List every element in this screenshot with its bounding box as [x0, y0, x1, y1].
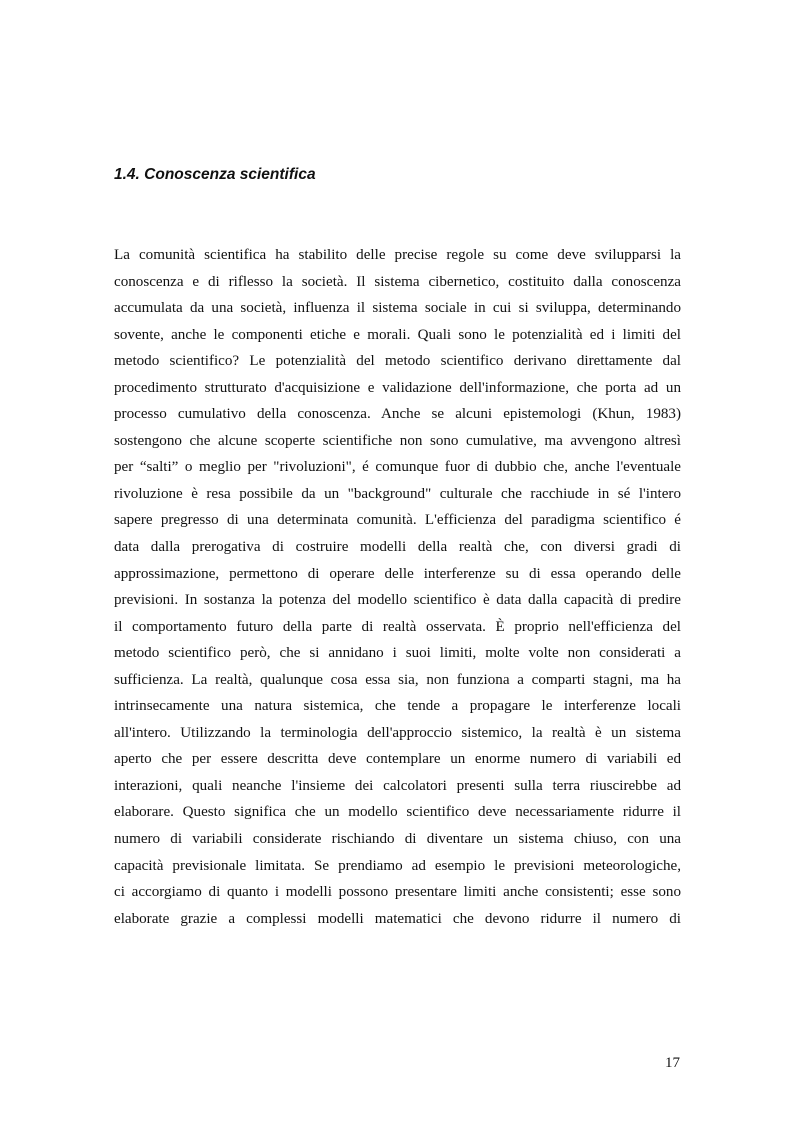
- paragraph-line: processo cumulativo della conoscenza. Anche se alcuni epistemologi (Khun, 1983): [114, 406, 681, 423]
- paragraph-line: interazioni, quali neanche l'insieme dei calcolatori presenti sulla terra riuscirebbe ad: [114, 777, 681, 794]
- paragraph-line: per “salti” o meglio per "rivoluzioni", é comunque fuor di dubbio che, anche l'eventuale: [114, 459, 681, 476]
- paragraph-line: approssimazione, permettono di operare delle interferenze su di essa operando delle: [114, 565, 681, 582]
- paragraph-line: numero di variabili considerate rischiando di diventare un sistema chiuso, con una: [114, 831, 681, 848]
- paragraph-line: il comportamento futuro della parte di realtà osservata. È proprio nell'efficienza del: [114, 618, 681, 635]
- paragraph-line: sufficienza. La realtà, qualunque cosa essa sia, non funziona a comparti stagni, ma ha: [114, 671, 681, 688]
- paragraph-line: sostengono che alcune scoperte scientifiche non sono cumulative, ma avvengono altresì: [114, 432, 681, 449]
- paragraph-line: conoscenza e di riflesso la società. Il sistema cibernetico, costituito dalla conoscenza: [114, 273, 681, 290]
- paragraph-line: accumulata da una società, influenza il sistema sociale in cui si sviluppa, determinando: [114, 300, 681, 317]
- paragraph-line: metodo scientifico però, che si annidano i suoi limiti, molte volte non considerati a: [114, 645, 681, 662]
- body-paragraph: [114, 242, 681, 932]
- paragraph-line: elaborate grazie a complessi modelli matematici che devono ridurre il numero di: [114, 910, 681, 927]
- section-heading: 1.4. Conoscenza scientifica: [114, 166, 316, 183]
- paragraph-line: data dalla prerogativa di costruire modelli della realtà che, con diversi gradi di: [114, 539, 681, 556]
- paragraph-line: elaborare. Questo significa che un modello scientifico deve necessariamente ridurre il: [114, 804, 681, 821]
- paragraph-line: capacità previsionale limitata. Se prendiamo ad esempio le previsioni meteorologiche,: [114, 857, 681, 874]
- paragraph-line: metodo scientifico? Le potenzialità del metodo scientifico derivano direttamente dal: [114, 353, 681, 370]
- paragraph-line: previsioni. In sostanza la potenza del modello scientifico è data dalla capacità di predire: [114, 592, 681, 609]
- paragraph-line: sovente, anche le componenti etiche e morali. Quali sono le potenzialità ed i limiti del: [114, 326, 681, 343]
- paragraph-line: intrinsecamente una natura sistemica, che tende a propagare le interferenze locali: [114, 698, 681, 715]
- paragraph-line: rivoluzione è resa possibile da un "background" culturale che racchiude in sé l'intero: [114, 485, 681, 502]
- paragraph-line: ci accorgiamo di quanto i modelli possono presentare limiti anche consistenti; esse sono: [114, 884, 681, 901]
- page-number: 17: [665, 1055, 680, 1071]
- paragraph-line: aperto che per essere descritta deve contemplare un enorme numero di variabili ed: [114, 751, 681, 768]
- paragraph-line: sapere pregresso di una determinata comunità. L'efficienza del paradigma scientifico é: [114, 512, 681, 529]
- paragraph-line: all'intero. Utilizzando la terminologia dell'approccio sistemico, la realtà è un sistema: [114, 724, 681, 741]
- paragraph-line: La comunità scientifica ha stabilito delle precise regole su come deve svilupparsi la: [114, 247, 681, 263]
- paragraph-line: procedimento strutturato d'acquisizione e validazione dell'informazione, che porta ad un: [114, 379, 681, 396]
